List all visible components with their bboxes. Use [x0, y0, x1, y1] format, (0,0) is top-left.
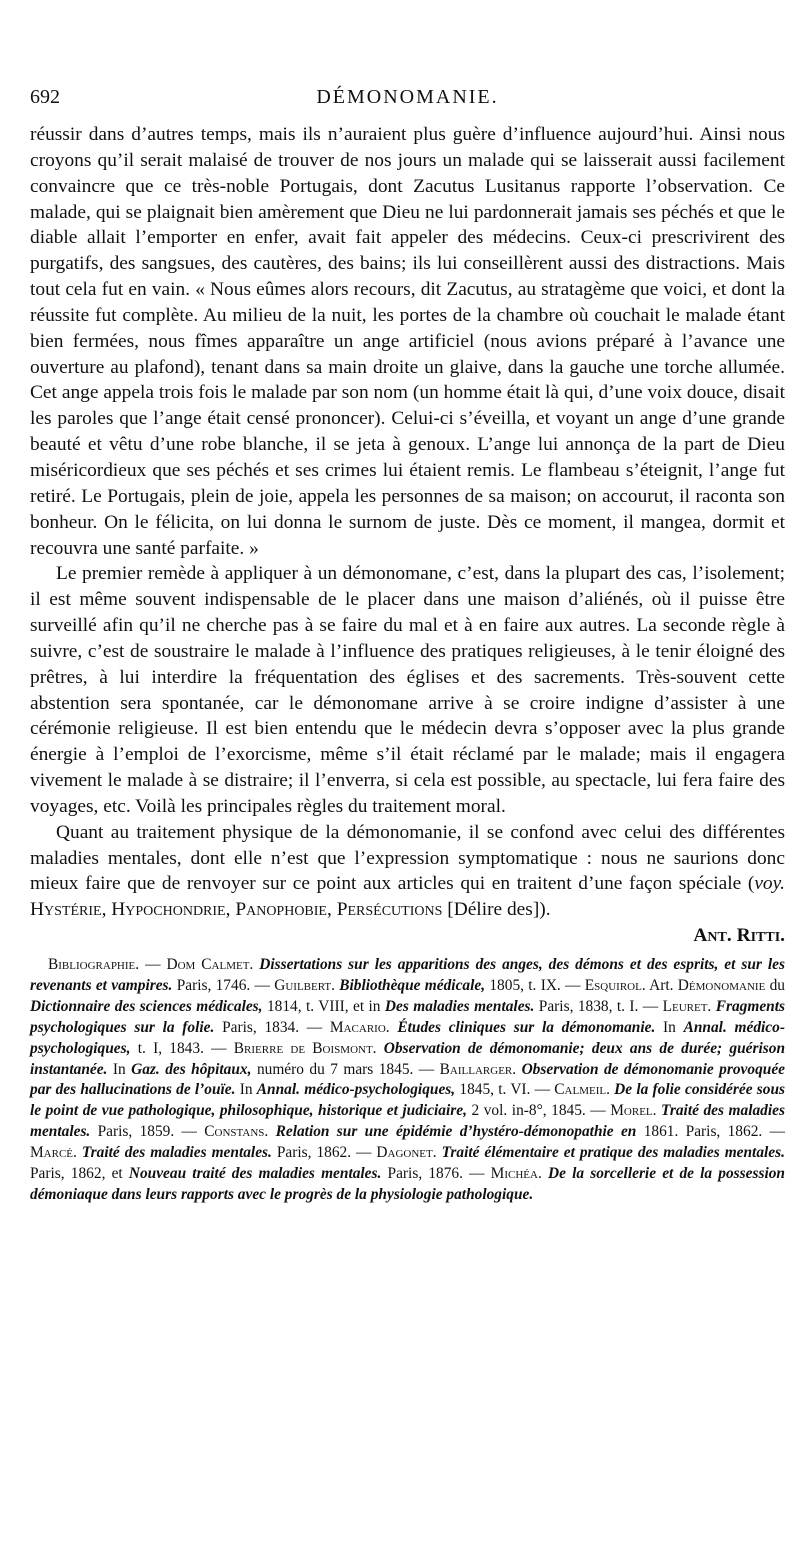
biblio-title: Annal. médico-psychologiques,	[256, 1081, 456, 1099]
crossref-hypochondrie: Hypochondrie	[111, 899, 226, 921]
bibliography: Bibliographie. — Dom Calmet. Dissertations sur les apparitions des anges, des démons et des esprits, et sur les revenants et vampires. Paris, 1746. — Guilbert. Bibliothèque médicale, 1805, t. IX. — Esquirol. Art. Démonomanie du Dictionnaire des sciences médicales, 1814, t. VIII, et in Des maladies mentales. Paris, 1838, t. I. — Leuret. Fragments psychologiques sur la folie. Paris, 1834. — Macario. Études cliniques sur la démonomanie. In Annal. médico-psychologiques, t. I, 1843. — Brierre de Boismont. Observation de démonomanie; deux ans de durée; guérison instantanée. In Gaz. des hôpitaux, numéro du 7 mars 1845. — Baillarger. Observation de démonomanie provoquée par des hallucinations de l’ouïe. In Annal. médico-psychologiques, 1845, t. VI. — Calmeil. De la folie considérée sous le point de vue pathologique, philosophique, historique et judiciaire, 2 vol. in-8°, 1845. — Morel. Traité des maladies mentales. Paris, 1859. — Constans. Relation sur une épidémie d’hystéro-démonopathie en 1861. Paris, 1862. — Marcé. Traité des maladies mentales. Paris, 1862. — Dagonet. Traité élémentaire et pratique des maladies mentales. Paris, 1862, et Nouveau traité des maladies mentales. Paris, 1876. — Michéa. De la sorcellerie et de la possession démoniaque dans leurs rapports avec le progrès de la physiologie pathologique.	[30, 956, 785, 1203]
biblio-text: 1814, t. VIII, et in	[266, 997, 385, 1015]
biblio-title: Relation sur une épidémie d’hystéro-démonopathie en	[275, 1123, 637, 1141]
biblio-title: Nouveau traité des maladies mentales.	[128, 1165, 382, 1183]
biblio-text: Paris, 1834. —	[222, 1018, 330, 1036]
biblio-author: Dom Calmet.	[166, 956, 254, 973]
paragraph-3: Quant au traitement physique de la démonomanie, il se confond avec celui des différentes maladies mentales, dont elle n’est que l’expression symptomatique : nous ne saurions donc mieux faire que de renvoyer sur ce point aux articles qui en traitent d’une façon spéciale (voy. Hystérie, Hypochondrie, Panophobie, Persécutions [Délire des]).	[30, 821, 785, 921]
biblio-title: De la folie considérée sous le point de vue pathologique, philosophique, historique et judiciaire,	[30, 1081, 785, 1120]
biblio-title: Traité élémentaire et pratique des maladies mentales.	[441, 1144, 785, 1162]
biblio-author: Brierre de Boismont.	[233, 1039, 377, 1057]
page-number: 692	[30, 86, 60, 108]
biblio-title: Gaz. des hôpitaux,	[131, 1060, 252, 1078]
biblio-author: Constans.	[204, 1123, 269, 1141]
biblio-text: t. I, 1843. —	[137, 1039, 234, 1057]
biblio-title: Études cliniques sur la démonomanie.	[397, 1018, 656, 1036]
biblio-author: Baillarger.	[439, 1060, 517, 1078]
biblio-text: In	[112, 1060, 132, 1078]
biblio-title: Traité des maladies mentales.	[81, 1144, 272, 1162]
biblio-text: 2 vol. in-8°, 1845. —	[471, 1102, 611, 1120]
signature-line	[30, 923, 785, 949]
running-head: DÉMONOMANIE.	[316, 86, 499, 108]
crossref-panophobie: Panophobie	[235, 899, 327, 921]
biblio-text: Paris, 1746. —	[176, 976, 275, 994]
biblio-title: Fragments psychologiques sur la folie.	[30, 997, 785, 1036]
page	[30, 86, 785, 1206]
biblio-text: Paris, 1859. —	[97, 1123, 205, 1141]
bibliography-label: Bibliographie.	[48, 956, 140, 973]
biblio-text: 1861. Paris, 1862. —	[643, 1123, 785, 1141]
biblio-text: 1845, t. VI. —	[459, 1081, 555, 1099]
paragraph-3-text: Quant au traitement physique de la démonomanie, il se confond avec celui des différentes maladies mentales, dont elle n’est que l’expression symptomatique : nous ne saurions donc mieux faire que de renvoyer sur ce point aux articles qui en traitent d’une façon spéciale (	[30, 821, 785, 895]
biblio-title: Observation de démonomanie provoquée par des hallucinations de l’ouïe.	[30, 1060, 785, 1099]
paragraph-2: Le premier remède à appliquer à un démonomane, c’est, dans la plupart des cas, l’isolement; il est même souvent indispensable de le placer dans une maison d’aliénés, où il puisse être surveillé afin qu’il ne cherche pas à se faire du mal et à en faire aux autres. La seconde règle à suivre, c’est de soustraire le malade à l’influence des pratiques religieuses, à le tenir éloigné des prêtres, à lui interdire la fréquentation des églises et des sacrements. Très-souvent cette abstention sera spontanée, car le démonomane arrive à se croire indigne d’assister à une cérémonie religieuse. Il est bien entendu que le médecin devra s’opposer avec la plus grande énergie à l’emploi de l’exorcisme, même s’il était réclamé par le malade; mais il engagera vivement le malade à se distraire; il l’enverra, si cela est possible, au spectacle, lui fera faire des voyages, etc. Voilà les principales règles du traitement moral.	[30, 563, 785, 817]
paragraph-1: réussir dans d’autres temps, mais ils n’auraient plus guère d’influence aujourd’hui. Ainsi nous croyons qu’il serait malaisé de trouver de nos jours un malade qui se laisserait aussi facilement convaincre que ce très-noble Portugais, dont Zacutus Lusitanus rapporte l’observation. Ce malade, qui se plaignait bien amèrement que Dieu ne lui pardonnerait jamais ses péchés et que le diable allait l’emporter en enfer, avait fait appeler des médecins. Ceux-ci prescrivirent des purgatifs, des sangsues, des cautères, des bains; ils lui conseillèrent aussi des distractions. Mais tout cela fut en vain. « Nous eûmes alors recours, dit Zacutus, au stratagème que voici, et dont la réussite fut complète. Au milieu de la nuit, les portes de la chambre où couchait le malade étant bien fermées, nous fîmes apparaître un ange artificiel (nous avions préparé à l’avance une ouverture au plafond), tenant dans sa main droite un glaive, dans la gauche une torche allumée. Cet ange appela trois fois le malade par son nom (un homme était là qui, d’une voix douce, disait les paroles que l’ange était censé prononcer). Celui-ci s’éveilla, et voyant un ange d’une grande beauté et vêtu d’une robe blanche, il se jeta à genoux. L’ange lui annonça de la part de Dieu miséricordieux que ses péchés et ses crimes lui étaient remis. Le flambeau s’éteignit, l’ange fut retiré. Le Portugais, plein de joie, appela les personnes de sa maison; on accourut, il raconta son bonheur. On le félicita, on lui donna le surnom de juste. Dès ce moment, il mangea, dormit et recouvra une santé parfaite. »	[30, 124, 785, 559]
biblio-text: numéro du 7 mars 1845. —	[256, 1060, 440, 1078]
biblio-text: Art.	[649, 976, 678, 994]
crossref-persecutions: Persécutions	[336, 899, 443, 921]
author-signature: Ant. Ritti.	[693, 925, 785, 947]
biblio-title: Des maladies mentales.	[384, 997, 535, 1015]
biblio-author: Esquirol.	[584, 976, 646, 994]
biblio-author: Marcé.	[30, 1144, 77, 1162]
biblio-title: Dictionnaire des sciences médicales,	[30, 997, 263, 1015]
biblio-text: Paris, 1862, et	[30, 1165, 129, 1183]
biblio-text: Paris, 1862. —	[276, 1144, 377, 1162]
biblio-text: Paris, 1838, t. I. —	[538, 997, 663, 1015]
voy-abbrev: voy.	[754, 873, 785, 895]
article-body	[30, 122, 785, 949]
biblio-title: Bibliothèque médicale,	[339, 976, 486, 994]
biblio-author: Calmeil.	[554, 1081, 610, 1099]
biblio-text: In	[239, 1081, 257, 1099]
biblio-title: De la sorcellerie et de la possession démoniaque dans leurs rapports avec le progrès de la physiologie pathologique.	[30, 1165, 785, 1203]
biblio-author: Macario.	[329, 1018, 390, 1036]
biblio-author: Morel.	[610, 1102, 657, 1120]
biblio-article: Démonomanie	[677, 976, 766, 994]
biblio-author: Dagonet.	[376, 1144, 437, 1162]
biblio-text: du	[765, 976, 785, 994]
crossref-hysterie: Hystérie	[30, 899, 102, 921]
biblio-author: Michéa.	[490, 1165, 542, 1183]
biblio-text: In	[663, 1018, 684, 1036]
paragraph-3-tail: [Délire des]).	[442, 899, 551, 921]
biblio-text: 1805, t. IX. —	[489, 976, 585, 994]
biblio-author: Leuret.	[662, 997, 712, 1015]
biblio-title: Annal. médico-psychologiques,	[30, 1018, 785, 1057]
biblio-title: Dissertations sur les apparitions des anges, des démons et des esprits, et sur les revenants et vampires.	[30, 956, 785, 994]
page-header	[30, 86, 785, 122]
biblio-title: Observation de démonomanie; deux ans de durée; guérison instantanée.	[30, 1039, 785, 1078]
biblio-text: Paris, 1876. —	[387, 1165, 491, 1183]
biblio-title: Traité des maladies mentales.	[30, 1102, 785, 1141]
biblio-author: Guilbert.	[274, 976, 335, 994]
